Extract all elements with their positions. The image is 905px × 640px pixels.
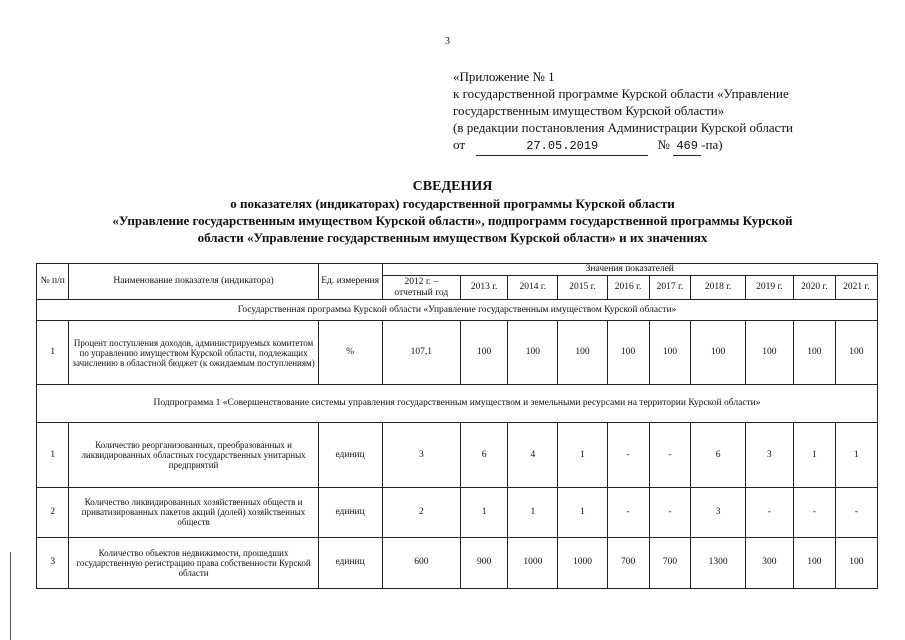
from-label: от (453, 137, 466, 152)
value-cell: 3 (745, 423, 793, 487)
value-cell: 100 (558, 321, 607, 385)
value-cell: - (835, 487, 877, 537)
value-cell: 100 (745, 321, 793, 385)
header-year: 2019 г. (745, 276, 793, 300)
scan-margin-line (10, 552, 11, 640)
value-cell: - (649, 423, 691, 487)
value-cell: - (607, 487, 649, 537)
decree-date: 27.05.2019 (476, 138, 648, 156)
value-cell: 100 (607, 321, 649, 385)
appendix-line-2: к государственной программе Курской области «Управление (453, 86, 789, 101)
header-num: № п/п (37, 264, 69, 300)
row-name: Количество реорганизованных, преобразованных и ликвидированных областных государственных унитарных предприятий (69, 423, 318, 487)
decree-number: 469 (673, 138, 701, 156)
header-values-group: Значения показателей (382, 264, 877, 276)
header-year: 2021 г. (835, 276, 877, 300)
row-unit: % (318, 321, 382, 385)
header-year: 2013 г. (461, 276, 508, 300)
row-num: 1 (37, 321, 69, 385)
value-cell: 100 (793, 321, 835, 385)
page-number: 3 (445, 36, 450, 47)
document-title (0, 178, 905, 246)
row-num: 3 (37, 537, 69, 588)
title-line-1: о показателях (индикаторах) государственной программы Курской области (230, 196, 675, 211)
section-heading-subprogram: Подпрограмма 1 «Совершенствование системы управления государственным имуществом и земельными ресурсами на территории Курской области» (37, 385, 878, 423)
header-year: 2012 г. – отчетный год (382, 276, 461, 300)
value-cell: 1 (558, 423, 607, 487)
value-cell: 1 (835, 423, 877, 487)
value-cell: 107,1 (382, 321, 461, 385)
indicators-table (36, 263, 878, 589)
appendix-line-4: (в редакции постановления Администрации Курской области (453, 120, 794, 135)
header-name: Наименование показателя (индикатора) (69, 264, 318, 300)
value-cell: 2 (382, 487, 461, 537)
appendix-line-1: «Приложение № 1 (453, 69, 555, 84)
row-unit: единиц (318, 537, 382, 588)
section-heading-program: Государственная программа Курской области «Управление государственным имуществом Курской области» (37, 300, 878, 321)
value-cell: 1000 (558, 537, 607, 588)
title-line-2: «Управление государственным имуществом Курской области», подпрограмм государственной программы Курской (112, 213, 793, 228)
value-cell: 3 (691, 487, 745, 537)
value-cell: 1 (558, 487, 607, 537)
header-year: 2014 г. (508, 276, 558, 300)
value-cell: 100 (835, 537, 877, 588)
value-cell: 100 (649, 321, 691, 385)
title-line-3: области «Управление государственным имуществом Курской области» и их значениях (197, 230, 708, 245)
row-unit: единиц (318, 487, 382, 537)
header-year: 2016 г. (607, 276, 649, 300)
number-suffix: -па) (701, 137, 723, 152)
value-cell: 700 (649, 537, 691, 588)
appendix-header (453, 68, 793, 156)
value-cell: 1 (461, 487, 508, 537)
header-year: 2015 г. (558, 276, 607, 300)
row-num: 2 (37, 487, 69, 537)
header-unit: Ед. измерения (318, 264, 382, 300)
value-cell: 100 (835, 321, 877, 385)
value-cell: - (607, 423, 649, 487)
value-cell: 900 (461, 537, 508, 588)
value-cell: 100 (793, 537, 835, 588)
value-cell: 6 (461, 423, 508, 487)
value-cell: 100 (508, 321, 558, 385)
value-cell: 1000 (508, 537, 558, 588)
number-label: № (657, 137, 670, 152)
value-cell: 300 (745, 537, 793, 588)
value-cell: 3 (382, 423, 461, 487)
header-year: 2018 г. (691, 276, 745, 300)
row-name: Количество объектов недвижимости, прошедших государственную регистрацию права собственности Курской области (69, 537, 318, 588)
row-num: 1 (37, 423, 69, 487)
value-cell: 100 (691, 321, 745, 385)
row-unit: единиц (318, 423, 382, 487)
header-year: 2020 г. (793, 276, 835, 300)
value-cell: 600 (382, 537, 461, 588)
header-year: 2017 г. (649, 276, 691, 300)
value-cell: - (745, 487, 793, 537)
value-cell: 100 (461, 321, 508, 385)
value-cell: - (649, 487, 691, 537)
value-cell: 1 (793, 423, 835, 487)
appendix-line-3: государственным имуществом Курской области» (453, 103, 725, 118)
value-cell: - (793, 487, 835, 537)
value-cell: 1 (508, 487, 558, 537)
value-cell: 1300 (691, 537, 745, 588)
title-main: СВЕДЕНИЯ (412, 179, 493, 194)
value-cell: 6 (691, 423, 745, 487)
value-cell: 4 (508, 423, 558, 487)
value-cell: 700 (607, 537, 649, 588)
row-name: Процент поступления доходов, администрируемых комитетом по управлению имуществом Курской области, подлежащих зачислению в областной бюджет (к ожидаемым поступлениям) (69, 321, 318, 385)
row-name: Количество ликвидированных хозяйственных обществ и приватизированных пакетов акций (долей) хозяйственных обществ (69, 487, 318, 537)
appendix-date-line (453, 136, 793, 156)
